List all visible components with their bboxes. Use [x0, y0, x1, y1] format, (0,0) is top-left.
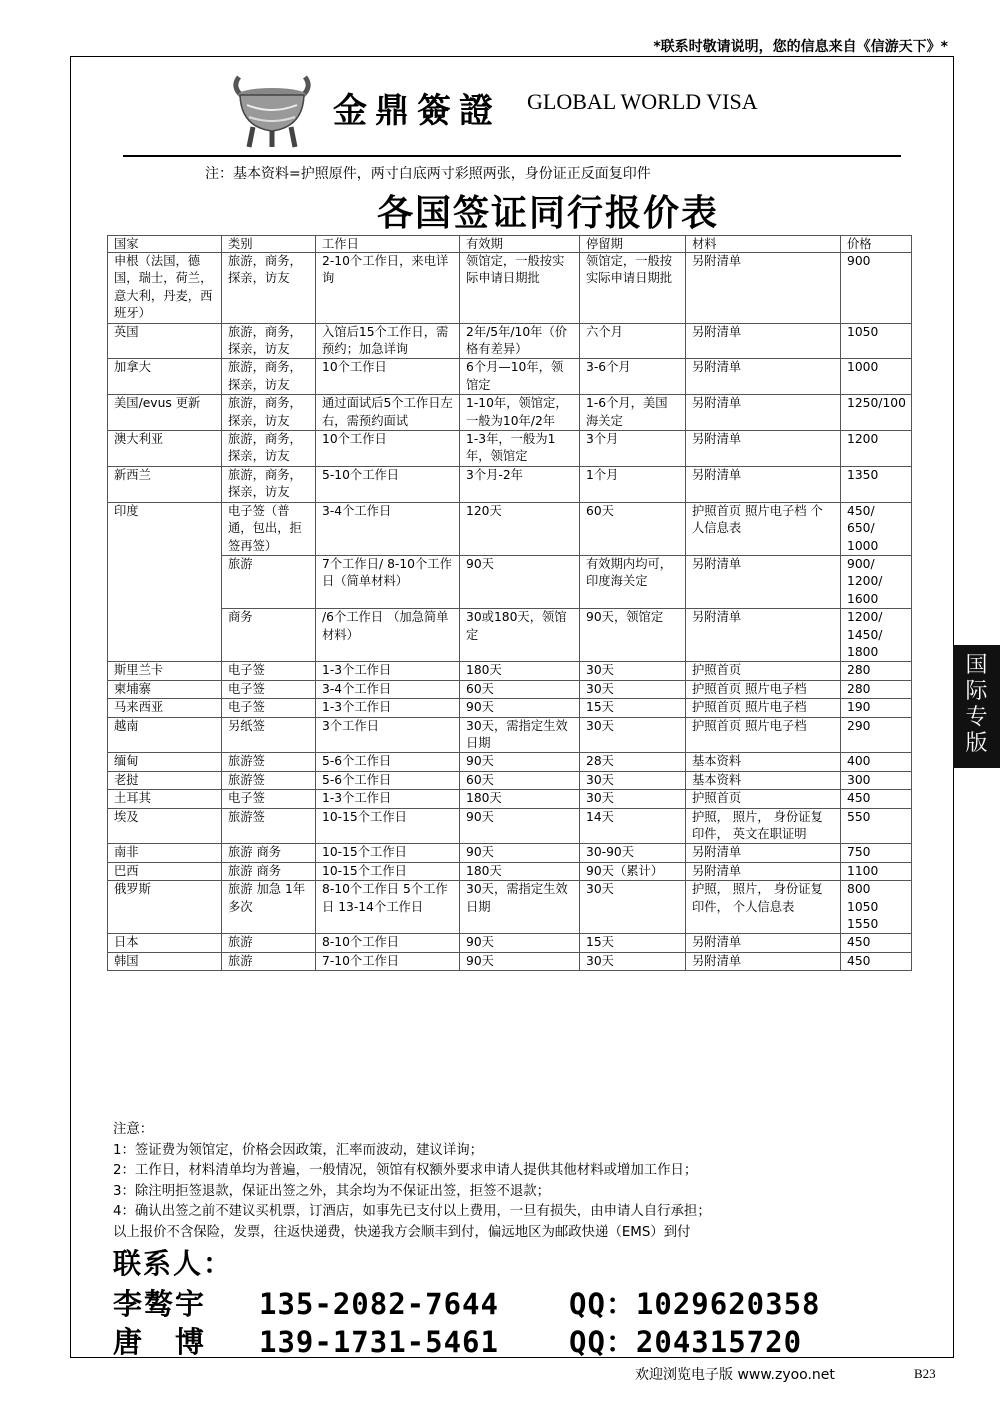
cell-workdays: 10个工作日 — [316, 359, 460, 395]
cell-validity: 180天 — [460, 862, 580, 880]
contact-qq: QQ：204315720 — [569, 1325, 803, 1359]
cell-materials: 另附清单 — [686, 466, 841, 502]
table-row — [108, 699, 912, 717]
table-row — [108, 934, 912, 952]
table-row — [108, 881, 912, 934]
cell-price: 1350 — [841, 466, 912, 502]
cell-validity: 90天 — [460, 952, 580, 970]
cell-price: 800 1050 1550 — [841, 881, 912, 934]
note-item: 1：签证费为领馆定，价格会因政策，汇率而波动，建议详询； — [113, 1142, 484, 1158]
cell-workdays: 3个工作日 — [316, 717, 460, 753]
cell-price: 900/ 1200/ 1600 — [841, 555, 912, 608]
table-row — [108, 680, 912, 698]
cell-country: 柬埔寨 — [108, 680, 222, 698]
cell-category: 旅游签 — [222, 771, 316, 789]
table-row — [108, 466, 912, 502]
cell-validity: 6个月—10年，领馆定 — [460, 359, 580, 395]
side-tab-char: 专 — [965, 705, 988, 730]
cell-country: 南非 — [108, 844, 222, 862]
page-frame — [70, 56, 954, 1358]
cell-workdays: 通过面试后5个工作日左右，需预约面试 — [316, 395, 460, 431]
cell-category: 商务 — [222, 609, 316, 662]
cell-materials: 另附清单 — [686, 862, 841, 880]
cell-country: 土耳其 — [108, 790, 222, 808]
table-row — [108, 790, 912, 808]
page-title: 各国签证同行报价表 — [377, 193, 720, 234]
cell-workdays: 10个工作日 — [316, 431, 460, 467]
cell-price: 290 — [841, 717, 912, 753]
cell-materials: 护照首页 — [686, 662, 841, 680]
cell-category: 旅游 — [222, 952, 316, 970]
cell-workdays: 1-3个工作日 — [316, 662, 460, 680]
cell-validity: 60天 — [460, 680, 580, 698]
cell-materials: 另附清单 — [686, 431, 841, 467]
cell-workdays: 5-10个工作日 — [316, 466, 460, 502]
cell-workdays: 5-6个工作日 — [316, 771, 460, 789]
cell-stay: 30天 — [580, 790, 686, 808]
cell-stay: 30-90天 — [580, 844, 686, 862]
cell-stay: 14天 — [580, 808, 686, 844]
cell-workdays: 3-4个工作日 — [316, 502, 460, 555]
cell-validity: 90天 — [460, 699, 580, 717]
cell-country: 印度 — [108, 502, 222, 662]
cell-price: 450 — [841, 934, 912, 952]
cell-validity: 90天 — [460, 555, 580, 608]
cell-country: 埃及 — [108, 808, 222, 844]
note-item: 3：除注明拒签退款，保证出签之外，其余均为不保证出签，拒签不退款； — [113, 1183, 551, 1199]
header-validity: 有效期 — [460, 236, 580, 253]
cell-category: 旅游 — [222, 934, 316, 952]
cell-country: 加拿大 — [108, 359, 222, 395]
cell-materials: 护照首页 照片电子档 — [686, 680, 841, 698]
notes-heading: 注意： — [113, 1122, 154, 1137]
cell-materials: 另附清单 — [686, 359, 841, 395]
visa-price-table — [107, 235, 912, 971]
cell-validity: 180天 — [460, 790, 580, 808]
cell-stay: 30天 — [580, 717, 686, 753]
cell-workdays: 10-15个工作日 — [316, 808, 460, 844]
contact-name: 李骜宇 — [113, 1287, 207, 1321]
table-header-row — [108, 236, 912, 253]
cell-materials: 另附清单 — [686, 395, 841, 431]
table-row — [108, 808, 912, 844]
cell-validity: 180天 — [460, 662, 580, 680]
header-materials: 材料 — [686, 236, 841, 253]
cell-workdays: 8-10个工作日 — [316, 934, 460, 952]
cell-price: 550 — [841, 808, 912, 844]
cell-workdays: /6个工作日 （加急简单材料） — [316, 609, 460, 662]
side-tab-char: 际 — [965, 679, 988, 704]
cell-materials: 护照首页 照片电子档 — [686, 717, 841, 753]
note-item: 4：确认出签之前不建议买机票，订酒店，如事先已支付以上费用，一旦有损失，由申请人自行承担； — [113, 1204, 711, 1219]
brand-name-en: GLOBAL WORLD VISA — [527, 89, 758, 114]
cell-workdays: 7-10个工作日 — [316, 952, 460, 970]
cell-materials: 护照首页 照片电子档 — [686, 699, 841, 717]
cell-category: 旅游，商务，探亲，访友 — [222, 395, 316, 431]
table-row — [108, 502, 912, 555]
cell-validity: 90天 — [460, 844, 580, 862]
cell-workdays: 10-15个工作日 — [316, 844, 460, 862]
cell-stay: 15天 — [580, 934, 686, 952]
cell-category: 旅游签 — [222, 753, 316, 771]
header-category: 类别 — [222, 236, 316, 253]
cell-category: 旅游 加急 1年多次 — [222, 881, 316, 934]
cell-workdays: 10-15个工作日 — [316, 862, 460, 880]
cell-validity: 30天，需指定生效日期 — [460, 881, 580, 934]
ding-cauldron-icon — [227, 67, 317, 149]
cell-materials: 基本资料 — [686, 753, 841, 771]
cell-workdays: 8-10个工作日 5个工作日 13-14个工作日 — [316, 881, 460, 934]
cell-price: 450/ 650/ 1000 — [841, 502, 912, 555]
cell-stay: 90天，领馆定 — [580, 609, 686, 662]
cell-price: 450 — [841, 790, 912, 808]
note-item: 2：工作日，材料清单均为普遍，一般情况，领馆有权额外要求申请人提供其他材料或增加工作日； — [113, 1163, 698, 1178]
cell-stay: 领馆定，一般按实际申请日期批 — [580, 253, 686, 324]
table-row — [108, 771, 912, 789]
page-number: B23 — [914, 1366, 936, 1381]
cell-category: 电子签 — [222, 790, 316, 808]
cell-stay: 3个月 — [580, 431, 686, 467]
cell-country: 巴西 — [108, 862, 222, 880]
note-item: 以上报价不含保险，发票，往返快递费，快递我方会顺丰到付，偏远地区为邮政快递（EMS）到付 — [113, 1224, 691, 1240]
brand-name-cn: 金鼎簽證 — [333, 91, 501, 131]
cell-stay: 30天 — [580, 952, 686, 970]
cell-stay: 30天 — [580, 662, 686, 680]
cell-category: 旅游 商务 — [222, 862, 316, 880]
cell-materials: 护照， 照片， 身份证复印件， 英文在职证明 — [686, 808, 841, 844]
cell-stay: 30天 — [580, 881, 686, 934]
cell-materials: 另附清单 — [686, 555, 841, 608]
cell-materials: 护照首页 照片电子档 个人信息表 — [686, 502, 841, 555]
table-row — [108, 952, 912, 970]
basic-docs-note: 注：基本资料=护照原件，两寸白底两寸彩照两张，身份证正反面复印件 — [205, 166, 651, 182]
cell-country: 日本 — [108, 934, 222, 952]
table-row — [108, 359, 912, 395]
cell-validity: 1-3年，一般为1年，领馆定 — [460, 431, 580, 467]
header-stay: 停留期 — [580, 236, 686, 253]
cell-stay: 30天 — [580, 771, 686, 789]
cell-country: 澳大利亚 — [108, 431, 222, 467]
cell-price: 750 — [841, 844, 912, 862]
cell-materials: 护照， 照片， 身份证复印件， 个人信息表 — [686, 881, 841, 934]
cell-country: 马来西亚 — [108, 699, 222, 717]
cell-category: 电子签 — [222, 680, 316, 698]
table-row — [108, 253, 912, 324]
cell-stay: 15天 — [580, 699, 686, 717]
cell-materials: 基本资料 — [686, 771, 841, 789]
cell-workdays: 2-10个工作日，来电详询 — [316, 253, 460, 324]
table-row — [108, 555, 912, 608]
header-workdays: 工作日 — [316, 236, 460, 253]
contact-phone: 139-1731-5461 — [259, 1325, 499, 1359]
cell-category: 旅游，商务，探亲，访友 — [222, 359, 316, 395]
cell-price: 1250/100 — [841, 395, 912, 431]
contact-person — [113, 1282, 821, 1323]
cell-workdays: 3-4个工作日 — [316, 680, 460, 698]
cell-workdays: 入馆后15个工作日，需预约；加急详询 — [316, 323, 460, 359]
cell-price: 1050 — [841, 323, 912, 359]
cell-materials: 另附清单 — [686, 934, 841, 952]
header-divider — [123, 155, 901, 157]
table-row — [108, 753, 912, 771]
cell-country: 越南 — [108, 717, 222, 753]
cell-country: 美国/evus 更新 — [108, 395, 222, 431]
cell-country: 老挝 — [108, 771, 222, 789]
cell-category: 旅游 商务 — [222, 844, 316, 862]
contact-qq: QQ：1029620358 — [569, 1287, 821, 1321]
side-tab-char: 国 — [965, 653, 988, 678]
cell-category: 另纸签 — [222, 717, 316, 753]
cell-category: 旅游，商务，探亲，访友 — [222, 253, 316, 324]
cell-stay: 90天（累计） — [580, 862, 686, 880]
cell-materials: 另附清单 — [686, 323, 841, 359]
cell-country: 英国 — [108, 323, 222, 359]
cell-category: 旅游 — [222, 555, 316, 608]
header-price: 价格 — [841, 236, 912, 253]
cell-stay: 28天 — [580, 753, 686, 771]
cell-price: 400 — [841, 753, 912, 771]
contact-heading: 联系人： — [113, 1247, 234, 1280]
cell-stay: 3-6个月 — [580, 359, 686, 395]
table-row — [108, 862, 912, 880]
cell-price: 1200/ 1450/ 1800 — [841, 609, 912, 662]
cell-stay: 1-6个月，美国海关定 — [580, 395, 686, 431]
cell-price: 300 — [841, 771, 912, 789]
cell-validity: 1-10年，领馆定，一般为10年/2年 — [460, 395, 580, 431]
cell-country: 斯里兰卡 — [108, 662, 222, 680]
cell-stay: 六个月 — [580, 323, 686, 359]
cell-validity: 3个月-2年 — [460, 466, 580, 502]
footer-website: 欢迎浏览电子版 www.zyoo.net — [635, 1367, 835, 1383]
cell-stay: 30天 — [580, 680, 686, 698]
cell-workdays: 7个工作日/ 8-10个工作日（简单材料） — [316, 555, 460, 608]
notes-section — [113, 1120, 711, 1243]
cell-price: 280 — [841, 662, 912, 680]
cell-validity: 30或180天，领馆定 — [460, 609, 580, 662]
cell-validity: 2年/5年/10年（价格有差异） — [460, 323, 580, 359]
header-country: 国家 — [108, 236, 222, 253]
cell-country: 缅甸 — [108, 753, 222, 771]
cell-stay: 有效期内均可，印度海关定 — [580, 555, 686, 608]
cell-workdays: 1-3个工作日 — [316, 699, 460, 717]
cell-country: 俄罗斯 — [108, 881, 222, 934]
cell-category: 电子签 — [222, 699, 316, 717]
cell-validity: 120天 — [460, 502, 580, 555]
cell-workdays: 5-6个工作日 — [316, 753, 460, 771]
cell-category: 旅游，商务，探亲，访友 — [222, 431, 316, 467]
table-row — [108, 844, 912, 862]
cell-country: 申根（法国，德国，瑞士，荷兰，意大利，丹麦，西班牙） — [108, 253, 222, 324]
cell-category: 旅游，商务，探亲，访友 — [222, 466, 316, 502]
cell-validity: 90天 — [460, 753, 580, 771]
cell-price: 1200 — [841, 431, 912, 467]
cell-stay: 1个月 — [580, 466, 686, 502]
cell-price: 1000 — [841, 359, 912, 395]
cell-category: 电子签（普通，包出，拒签再签） — [222, 502, 316, 555]
cell-validity: 30天，需指定生效日期 — [460, 717, 580, 753]
cell-category: 旅游签 — [222, 808, 316, 844]
cell-category: 电子签 — [222, 662, 316, 680]
cell-materials: 另附清单 — [686, 253, 841, 324]
cell-country: 新西兰 — [108, 466, 222, 502]
cell-workdays: 1-3个工作日 — [316, 790, 460, 808]
side-tab-char: 版 — [965, 731, 988, 756]
table-row — [108, 431, 912, 467]
cell-materials: 另附清单 — [686, 844, 841, 862]
cell-country: 韩国 — [108, 952, 222, 970]
cell-price: 450 — [841, 952, 912, 970]
cell-price: 280 — [841, 680, 912, 698]
contact-name: 唐 博 — [113, 1325, 207, 1359]
cell-materials: 护照首页 — [686, 790, 841, 808]
table-row — [108, 609, 912, 662]
cell-price: 900 — [841, 253, 912, 324]
cell-category: 旅游，商务，探亲，访友 — [222, 323, 316, 359]
cell-stay: 60天 — [580, 502, 686, 555]
contact-person — [113, 1320, 802, 1361]
cell-validity: 90天 — [460, 808, 580, 844]
cell-materials: 另附清单 — [686, 952, 841, 970]
cell-validity: 90天 — [460, 934, 580, 952]
section-side-tab — [953, 645, 1000, 768]
table-row — [108, 717, 912, 753]
cell-price: 1100 — [841, 862, 912, 880]
table-row — [108, 323, 912, 359]
cell-validity: 60天 — [460, 771, 580, 789]
cell-validity: 领馆定，一般按实际申请日期批 — [460, 253, 580, 324]
table-row — [108, 395, 912, 431]
table-row — [108, 662, 912, 680]
cell-materials: 另附清单 — [686, 609, 841, 662]
contact-phone: 135-2082-7644 — [259, 1287, 499, 1321]
cell-price: 190 — [841, 699, 912, 717]
source-note: *联系时敬请说明，您的信息来自《信游天下》* — [653, 39, 948, 55]
